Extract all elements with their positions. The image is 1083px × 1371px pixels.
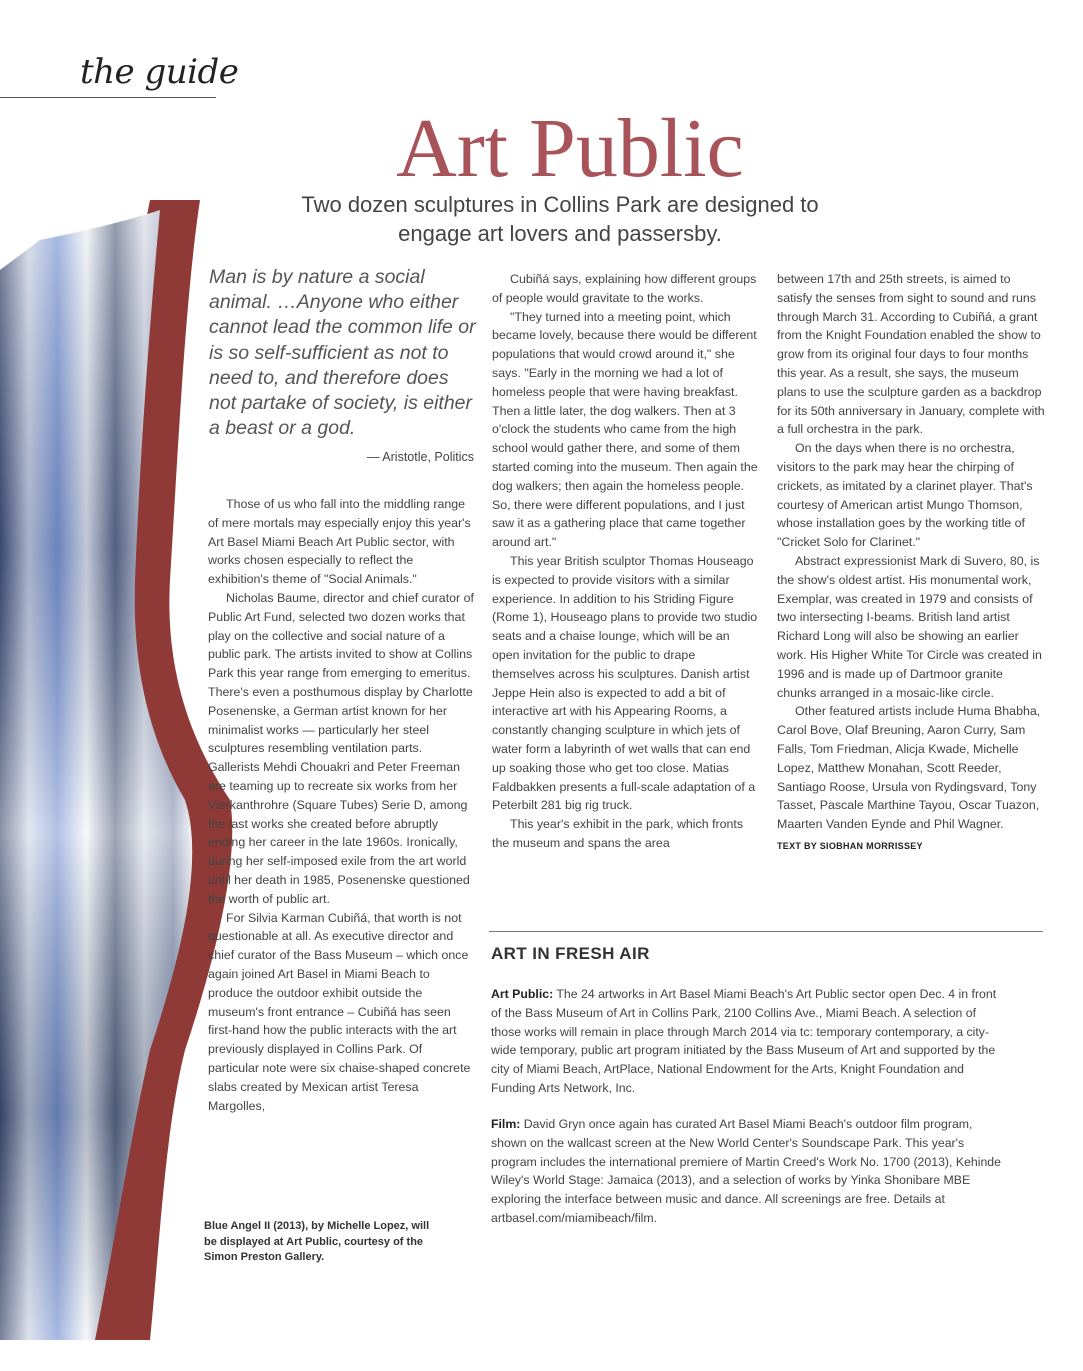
article-column-1 [208,495,474,1115]
paragraph: This year British sculptor Thomas Houseago is expected to provide visitors with a similar experience. In addition to his Striding Figure (Rome 1), Houseago plans to provide two studio seats and a chaise lounge, which will be an open invitation for the public to drape themselves across his sculptures. Danish artist Jeppe Hein also is expected to add a bit of interactive art with his Appearing Rooms, a constantly changing sculpture in which jets of water form a labyrinth of wet walls that can end up soaking those who get too close. Matias Faldbakken presents a full-scale adaptation of a Peterbilt 281 big rig truck. [492,553,758,813]
section-label: the guide [80,52,239,92]
paragraph: Those of us who fall into the middling range of mere mortals may especially enjoy this year's Art Basel Miami Beach Art Public sector, with works chosen especially to reflect the exhibition's theme of "Social Animals." [208,497,471,587]
sidebar-heading: ART IN FRESH AIR [491,944,650,963]
pull-quote: Man is by nature a social animal. …Anyone who either cannot lead the common life or is so self-sufficient as not to need to, and therefore does not partake of society, is either a beast or a god. [209,266,476,440]
article-column-3 [777,270,1045,856]
paragraph: For Silvia Karman Cubiñá, that worth is not questionable at all. As executive director and chief curator of the Bass Museum – which once again joined Art Basel in Miami Beach to produce the outdoor exhibit outside the museum's front entrance – Cubiñá has seen first-hand how the public interacts with the art previously displayed in Collins Park. Of particular note were six chaise-shaped concrete slabs created by Mexican artist Teresa Margolles, [208,910,471,1113]
paragraph: between 17th and 25th streets, is aimed to satisfy the senses from sight to sound and runs through March 31. According to Cubiñá, a grant from the Knight Foundation enabled the show to grow from its original four days to four months this year. As a result, she says, the museum plans to use the sculpture garden as a backdrop for its 50th anniversary in January, complete with a full orchestra in the park. [777,272,1045,437]
sculpture-photo [0,200,240,1340]
sidebar-film [491,1115,1001,1228]
sidebar-lead-art-public: Art Public: [491,987,554,1001]
paragraph: On the days when there is no orchestra, visitors to the park may hear the chirping of crickets, as imitated by a clarinet player. That's courtesy of American artist Mungo Thomson, whose installation goes by the working title of "Cricket Solo for Clarinet." [777,441,1033,550]
article-title: Art Public [396,102,744,195]
sidebar-divider [489,931,1043,932]
paragraph: This year's exhibit in the park, which fronts the museum and spans the area [492,817,744,850]
paragraph: Abstract expressionist Mark di Suvero, 80, is the show's oldest artist. His monumental work, Exemplar, was created in 1979 and consists of two intersecting I-beams. British land artist Richard Long will also be showing an earlier work. His Higher White Tor Circle was created in 1996 and is made up of Dartmoor granite chunks arranged in a mosaic-like circle. [777,553,1042,700]
byline: TEXT BY SIOBHAN MORRISSEY [777,840,923,851]
paragraph: Nicholas Baume, director and chief curator of Public Art Fund, selected two dozen works that play on the collective and social nature of a public park. The artists invited to show at Collins Park this year range from emerging to emeritus. There's even a posthumous display by Charlotte Posenenske, a German artist known for her minimalist works — particularly her steel sculptures resembling ventilation parts. Gallerists Mehdi Chouakri and Peter Freeman are teaming up to recreate six works from her Vierkanthrohre (Square Tubes) Serie D, among the last works she created before abruptly ending her career in the late 1960s. Ironically, during her self-imposed exile from the art world until her death in 1985, Posenenske questioned the worth of public art. [208,590,474,906]
sidebar-lead-film: Film: [491,1117,521,1131]
sidebar-text-art-public: The 24 artworks in Art Basel Miami Beach's Art Public sector open Dec. 4 in front of the Bass Museum of Art in Collins Park, 2100 Collins Ave., Miami Beach. A selection of those works will remain in place through March 2014 via tc: temporary contemporary, a city-wide temporary, public art program initiated by the Bass Museum of Art and supported by the city of Miami Beach, ArtPlace, National Endowment for the Arts, Knight Foundation and Funding Arts Network, Inc. [491,987,997,1095]
article-column-2 [492,270,758,853]
section-divider [0,97,216,98]
photo-caption: Blue Angel II (2013), by Michelle Lopez, will be displayed at Art Public, courtesy of the Simon Preston Gallery. [204,1220,430,1263]
sidebar-art-public [491,985,1001,1098]
paragraph: Cubiñá says, explaining how different groups of people would gravitate to the works. [492,272,757,305]
paragraph: Other featured artists include Huma Bhabha, Carol Bove, Olaf Breuning, Aaron Curry, Sam Falls, Tom Friedman, Alicja Kwade, Michelle Lopez, Matthew Monahan, Scott Reeder, Santiago Roose, Ursula von Rydingsvard, Tony Tasset, Pascale Marthine Tayou, Oscar Tuazon, Maarten Vanden Eynde and Phil Wagner. [777,704,1041,832]
quote-attribution: — Aristotle, Politics [367,450,474,464]
paragraph: "They turned into a meeting point, which became lovely, because there would be different populations that would crowd around it," she says. "Early in the morning we had a lot of homeless people that were having breakfast. Then a little later, the dog walkers. Then at 3 o'clock the students who came from the high school would gather there, and some of them started coming into the museum. Then again the dog walkers; then again the homeless people. So, there were different populations, and I just saw it as a gathering place that came together around art." [492,309,758,550]
sidebar-text-film: David Gryn once again has curated Art Basel Miami Beach's outdoor film program, shown on the wallcast screen at the New World Center's Soundscape Park. This year's program includes the international premiere of Martin Creed's Work No. 1700 (2013), Kehinde Wiley's World Stage: Jamaica (2013), and a selection of works by Yinka Shonibare MBE exploring the interface between music and dance. All screenings are free. Details at artbasel.com/miamibeach/film. [491,1117,1001,1225]
article-subtitle: Two dozen sculptures in Collins Park are designed to engage art lovers and passersby. [301,192,819,246]
